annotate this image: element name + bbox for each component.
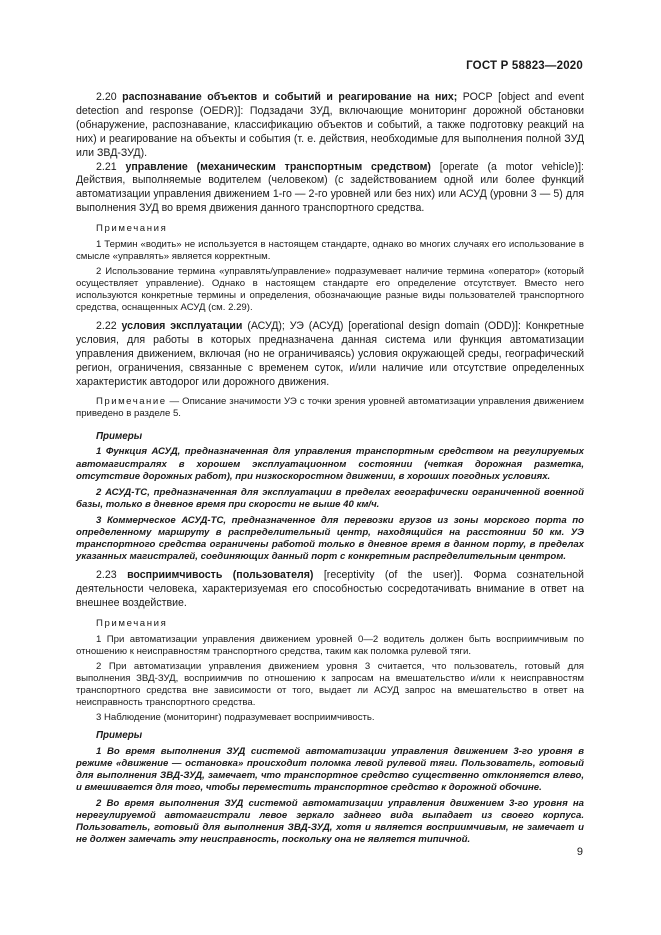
definition-term: распознавание объектов и событий и реагирование на них; (122, 91, 458, 103)
definition-2-21 (76, 161, 584, 217)
example-item: 2 АСУД-ТС, предназначенная для эксплуатации в пределах географически ограниченной военной базы, только в дневное время при скорости не выше 40 км/ч. (76, 486, 584, 510)
definition-term: управление (механическим транспортным средством) (125, 160, 431, 173)
note-single (76, 396, 584, 420)
definition-text: [operate (a motor vehicle)]: Действия, выполняемые водителем (человеком) (с задействованием одной или более функций автоматизации управления движением 1-го — 2-го уровней или без них) или АСУД (уровни 3 — 5) для выполнения ЗУД во время движения данного транспортного средства. (76, 160, 584, 215)
note-item: 1 Термин «водить» не используется в настоящем стандарте, однако во многих случаях его использование в смысле «управлять» является корректным. (76, 238, 584, 262)
example-item: 3 Коммерческое АСУД-ТС, предназначенное для перевозки грузов из зоны морского порта по определенному маршруту в распределительный центр, находящийся на расстоянии 50 км. УЭ транспортного средства ограничены работой только в дневное время в данном порту, в пределах указанных магистралей, соединяющих данный порт с конкретным распределительным центром. (76, 514, 584, 563)
standard-code-header: ГОСТ Р 58823—2020 (466, 60, 583, 72)
examples-heading: Примеры (96, 430, 143, 442)
definition-term: условия эксплуатации (121, 320, 243, 333)
definition-number: 2.22 (96, 320, 117, 333)
definition-2-23 (76, 569, 584, 611)
note-item: 2 При автоматизации управления движением уровня 3 считается, что пользователь, готовый для выполнения ЗВД-ЗУД, восприимчив по отношению к запросам на вмешательство и/или к неисправностям транспортного средства вне зависимости от того, выдает ли АСУД запрос на вмешательство в ответ на неисправность транспортного средства. (76, 660, 584, 708)
example-item: 2 Во время выполнения ЗУД системой автоматизации управления движением 3-го уровня на нерегулируемой автомагистрали левое зеркало заднего вида выпадает из своего корпуса. Пользователь, готовый для выполнения ЗВД-ЗУД, хотя и является восприимчивым, не замечает и не должен замечать эту неисправность, поскольку она не является типичной. (76, 798, 584, 846)
note-item: 3 Наблюдение (мониторинг) подразумевает восприимчивость. (96, 712, 375, 724)
definition-2-20 (76, 91, 584, 161)
definition-number: 2.23 (96, 569, 117, 582)
definition-number: 2.21 (96, 160, 117, 173)
definition-text: (АСУД); УЭ (АСУД) [operational design domain (ODD)]: Конкретные условия, для работы в которых предназначена данная система или функция автоматизации управления движением, включая (но не ограничиваясь) условия окружающей среды, географический регион, ограничения, связанные с временем суток, и/или наличие или отсутствие определенных характеристик автодорог или дорожного движения. (76, 320, 584, 388)
notes-heading: Примечания (96, 223, 168, 235)
definition-text: [receptivity (of the user)]. Форма сознательной деятельности человека, характеризуемая его способностью сосредотачивать внимание в ответ на внешнее воздействие. (76, 569, 584, 610)
definition-number: 2.20 (96, 91, 117, 103)
note-item: 2 Использование термина «управлять/управление» подразумевает наличие термина «оператор» (который осуществляет управление). Однако в настоящем стандарте его определение отсутствует. Вместо него используются конкретные термины и определения, обозначающие разные виды пользователей транспортного средства, оснащенных АСУД (см. 2.29). (76, 265, 584, 314)
page-number: 9 (576, 846, 583, 858)
notes-heading: Примечания (96, 618, 168, 629)
definition-2-22 (76, 320, 584, 390)
note-label: Примечание (96, 395, 167, 407)
note-text: — Описание значимости УЭ с точки зрения уровней автоматизации управления движением приведено в разделе 5. (76, 395, 584, 419)
definition-term: восприимчивость (пользователя) (127, 569, 314, 582)
note-item: 1 При автоматизации управления движением уровней 0—2 водитель должен быть восприимчивым по отношению к неисправностям транспортного средства, таким как поломка рулевой тяги. (76, 633, 584, 657)
example-item: 1 Во время выполнения ЗУД системой автоматизации управления движением 3-го уровня в режиме «движение — остановка» происходит поломка левой рулевой тяги. Пользователь, готовый для выполнения ЗВД-ЗУД, замечает, что транспортное средство существенно отклоняется влево, и вмешивается для того, чтобы переместить транспортное средство к дорожной обочине. (76, 745, 584, 793)
example-item: 1 Функция АСУД, предназначенная для управления транспортным средством на регулируемых автомагистралях в хорошем эксплуатационном состоянии (четкая дорожная разметка, отсутствие дорожных работ), при низкоскоростном движении, в хороших погодных условиях. (76, 446, 584, 482)
page-content (76, 91, 584, 850)
examples-heading: Примеры (96, 730, 143, 742)
definition-text: РОСР [object and event detection and response (OEDR)]: Подзадачи ЗУД, включающие мониторинг дорожной обстановки (обнаружение, распознавание, классификацию объектов и событий, а также подготовку реакций на них) и реагирование на объекты и события (т. е. действия, необходимые для выполнения полной ЗУД или ЗВД-ЗУД). (76, 91, 584, 159)
